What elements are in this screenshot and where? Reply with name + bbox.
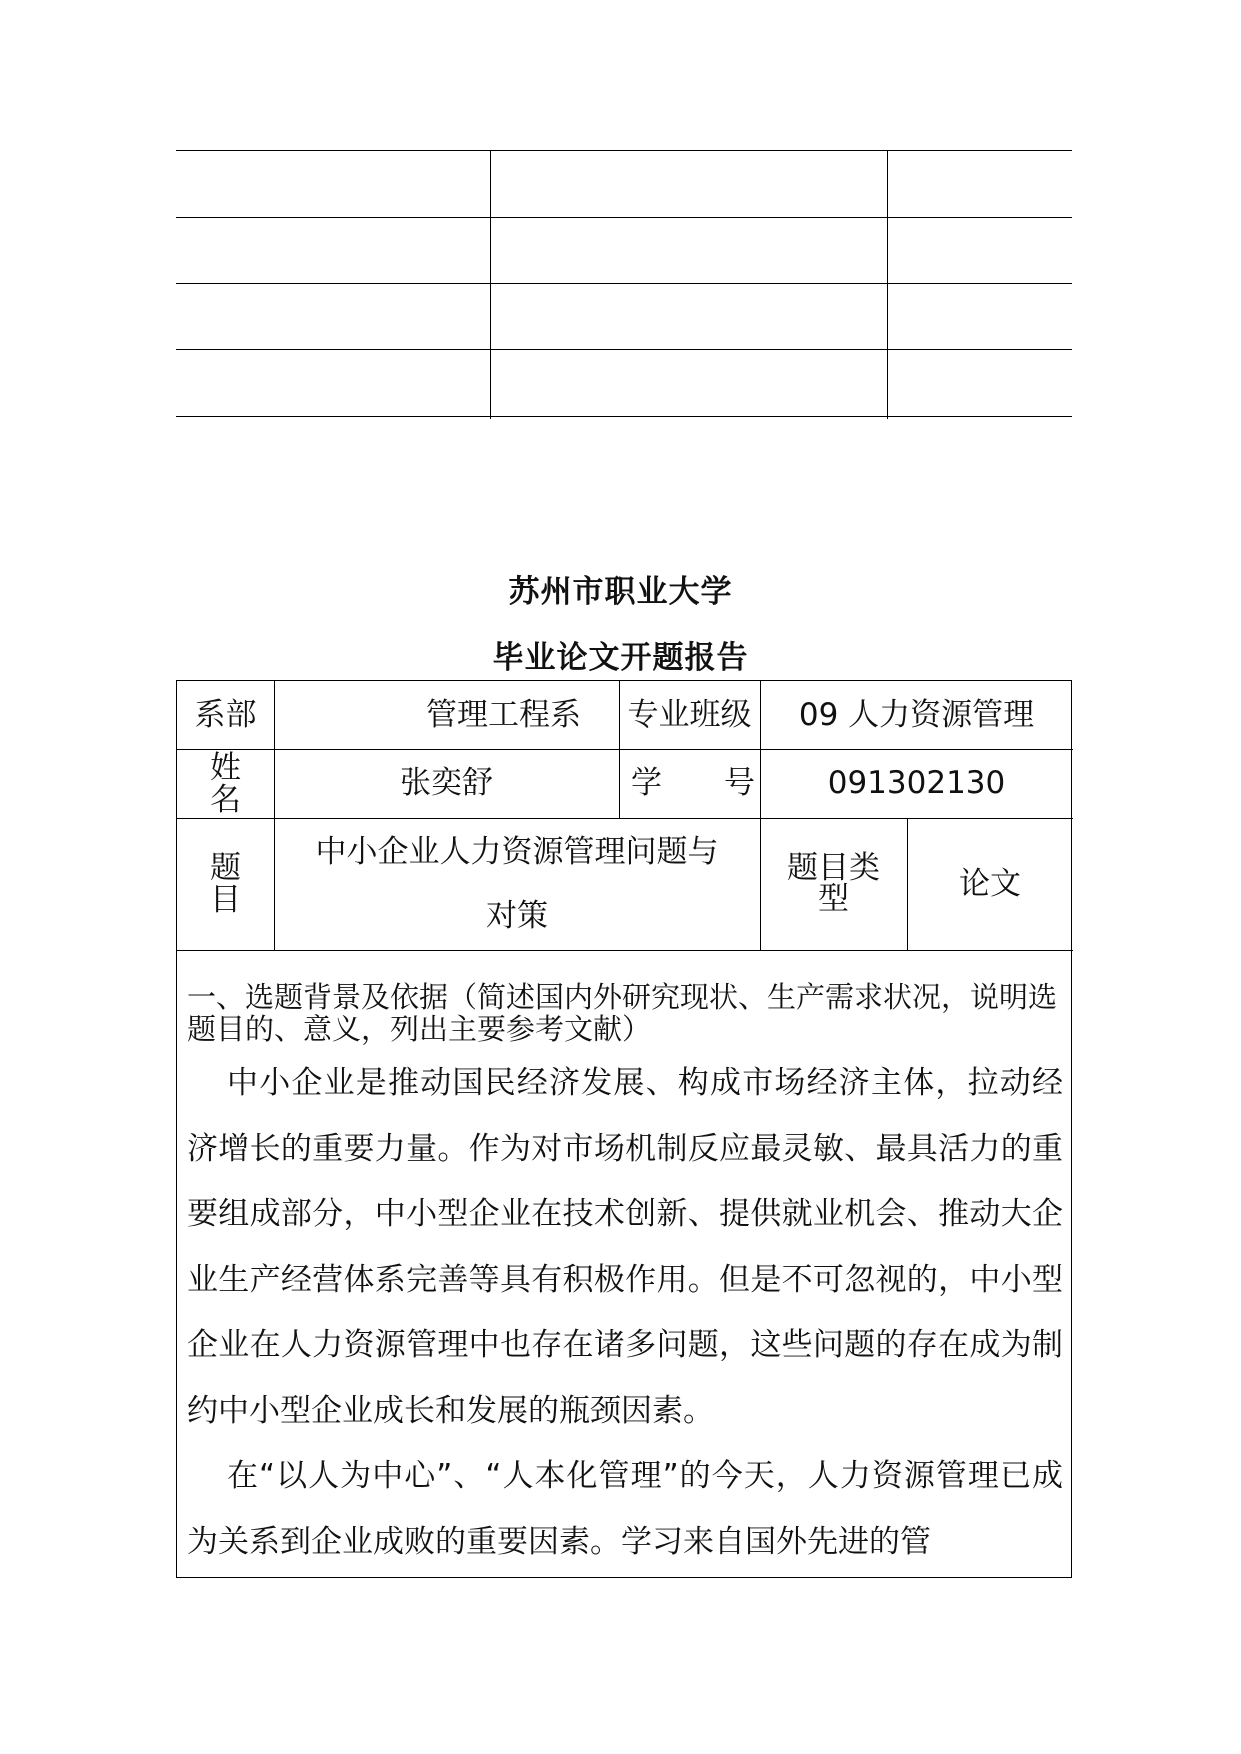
name-value-text: 张奕舒	[400, 765, 493, 801]
id-value-text: 091302130	[827, 765, 1006, 801]
name-value	[274, 749, 619, 818]
dept-value	[274, 681, 619, 749]
name-label	[177, 749, 274, 818]
proposal-form	[176, 680, 1072, 1578]
blank-table-row	[176, 217, 1072, 284]
section-heading: 一、选题背景及依据（简述国内外研究现状、生产需求状况，说明选题目的、意义，列出主要参考文献）	[187, 980, 1058, 1046]
topic-value	[274, 818, 760, 950]
type-value-text: 论文	[959, 865, 1021, 902]
class-label-text: 专业班级	[627, 697, 752, 733]
dept-value-text: 管理工程系	[426, 696, 581, 733]
university-title: 苏州市职业大学	[508, 574, 733, 610]
section-paragraph: 在“以人为中心”、“人本化管理”的今天，人力资源管理已成为关系到企业成败的重要因素。学习来自国外先进的管	[187, 1458, 1063, 1560]
topic-label	[177, 818, 274, 950]
topic-value-line2: 对策	[486, 898, 548, 934]
blank-table-row	[176, 151, 1072, 218]
class-label	[619, 681, 760, 749]
blank-table-row	[176, 283, 1072, 350]
type-value	[907, 818, 1073, 950]
class-value	[760, 681, 1073, 749]
blank-table-row	[176, 349, 1072, 417]
dept-label-text: 系部	[194, 696, 257, 733]
topic-label-text: 题目	[210, 850, 241, 918]
dept-label	[177, 681, 274, 749]
id-label	[619, 749, 760, 818]
section-paragraph: 中小企业是推动国民经济发展、构成市场经济主体，拉动经济增长的重要力量。作为对市场机制反应最灵敏、最具活力的重要组成部分，中小型企业在技术创新、提供就业机会、推动大企业生产经营体系完善等具有积极作用。但是不可忽视的，中小型企业在人力资源管理中也存在诸多问题，这些问题的存在成为制约中小型企业成长和发展的瓶颈因素。	[187, 1065, 1063, 1429]
class-value-text: 09 人力资源管理	[798, 696, 1035, 733]
background-section	[177, 951, 1073, 1575]
type-label	[760, 818, 907, 950]
name-label-text: 姓名	[210, 749, 241, 818]
id-value	[760, 749, 1073, 818]
blank-table-divider	[490, 151, 491, 419]
type-label-text: 题目类型	[787, 850, 880, 917]
id-label-text: 学 号	[631, 765, 755, 801]
blank-table	[176, 150, 1072, 419]
report-title: 毕业论文开题报告	[492, 640, 749, 676]
topic-value-line1: 中小企业人力资源管理问题与	[315, 834, 719, 870]
blank-table-divider	[887, 151, 888, 419]
